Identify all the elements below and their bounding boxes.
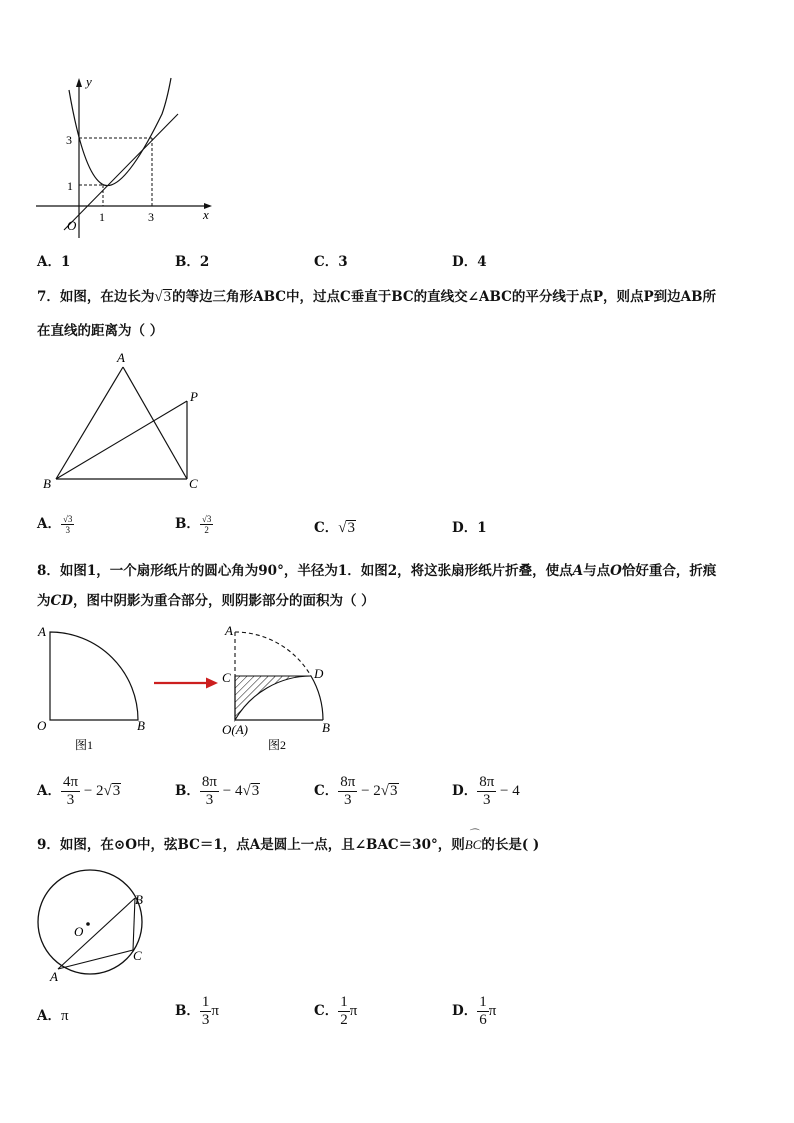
q8-option-d[interactable]: D． $\frac{8\pi}{3}$ − 4 — [452, 774, 520, 808]
q8-option-b[interactable]: B． $\frac{8\pi}{3}$ − 4√3 — [175, 774, 260, 808]
q8-question-line2: 为CD，图中阴影为重合部分，则阴影部分的面积为（ ） — [37, 593, 375, 609]
q6-option-b[interactable]: B．2 — [175, 254, 210, 270]
q9-question: 9．如图，在⊙O中，弦BC＝1，点A是圆上一点，且∠BAC＝30°，则 ⌒ BC的长是( ) — [37, 829, 540, 853]
point-p-label: P — [190, 389, 198, 404]
q9-point-b: B — [135, 892, 143, 907]
fold-arrow-icon — [152, 676, 220, 690]
arc-bc: BC — [464, 837, 482, 852]
tick-y3: 3 — [66, 133, 72, 147]
q9-option-a[interactable]: A．π — [37, 1008, 69, 1024]
q7-question-line2: 在直线的距离为（ ） — [37, 323, 164, 339]
q7-option-c[interactable]: C．√3 — [314, 520, 355, 536]
q7-question-line1: 7．如图，在边长为√3的等边三角形ABC中，过点C垂直于BC的直线交∠ABC的平分线于点P，则点P到边AB所 — [37, 289, 717, 305]
fig2-point-d: D — [314, 666, 324, 681]
q8-option-a[interactable]: A． $\frac{4\pi}{3}$ − 2√3 — [37, 774, 121, 808]
q9-option-d[interactable]: D． $\frac{1}{6}$ π — [452, 994, 497, 1028]
q8-figure-1 — [34, 622, 159, 754]
q6-option-c[interactable]: C．3 — [314, 254, 348, 270]
tick-x3: 3 — [148, 210, 154, 224]
q9-point-a: A — [50, 969, 58, 984]
tick-y1: 1 — [67, 179, 73, 193]
fig2-point-a: A — [225, 623, 233, 638]
q9-option-c[interactable]: C． $\frac{1}{2}$ π — [314, 994, 358, 1028]
q9-circle-figure — [34, 868, 152, 984]
point-a-label: A — [117, 350, 125, 365]
q7-option-a[interactable]: A． $\frac{√3}{3}$ — [37, 514, 73, 535]
q9-point-c: C — [133, 948, 142, 963]
origin-label: O — [67, 218, 77, 233]
q8-option-c[interactable]: C． $\frac{8\pi}{3}$ − 2√3 — [314, 774, 398, 808]
fig1-point-a: A — [38, 624, 46, 639]
fig1-point-o: O — [37, 718, 47, 733]
fig1-caption: 图1 — [75, 738, 94, 752]
point-c-label: C — [189, 476, 198, 491]
tick-x1: 1 — [99, 210, 105, 224]
fig2-caption: 图2 — [268, 738, 287, 752]
q7-option-b[interactable]: B． $\frac{√3}{2}$ — [175, 514, 212, 535]
fig2-point-oa: O(A) — [222, 722, 248, 737]
q8-figure-2 — [218, 620, 343, 754]
fig2-point-c: C — [222, 670, 231, 685]
fig1-point-b: B — [137, 718, 145, 733]
q7-option-d[interactable]: D．1 — [452, 520, 487, 536]
q6-option-a[interactable]: A．1 — [37, 254, 71, 270]
y-axis-label: y — [86, 74, 92, 89]
q9-point-o: O — [74, 924, 84, 939]
q6-option-d[interactable]: D．4 — [452, 254, 487, 270]
q7-triangle-figure — [40, 345, 210, 495]
q6-function-graph — [36, 72, 222, 242]
fig2-point-b: B — [322, 720, 330, 735]
q8-question-line1: 8．如图1，一个扇形纸片的圆心角为90°，半径为1．如图2，将这张扇形纸片折叠，使点A与点O恰好重合，折痕 — [37, 563, 717, 579]
x-axis-label: x — [203, 207, 209, 222]
q9-option-b[interactable]: B． $\frac{1}{3}$ π — [175, 994, 219, 1028]
point-b-label: B — [43, 476, 51, 491]
